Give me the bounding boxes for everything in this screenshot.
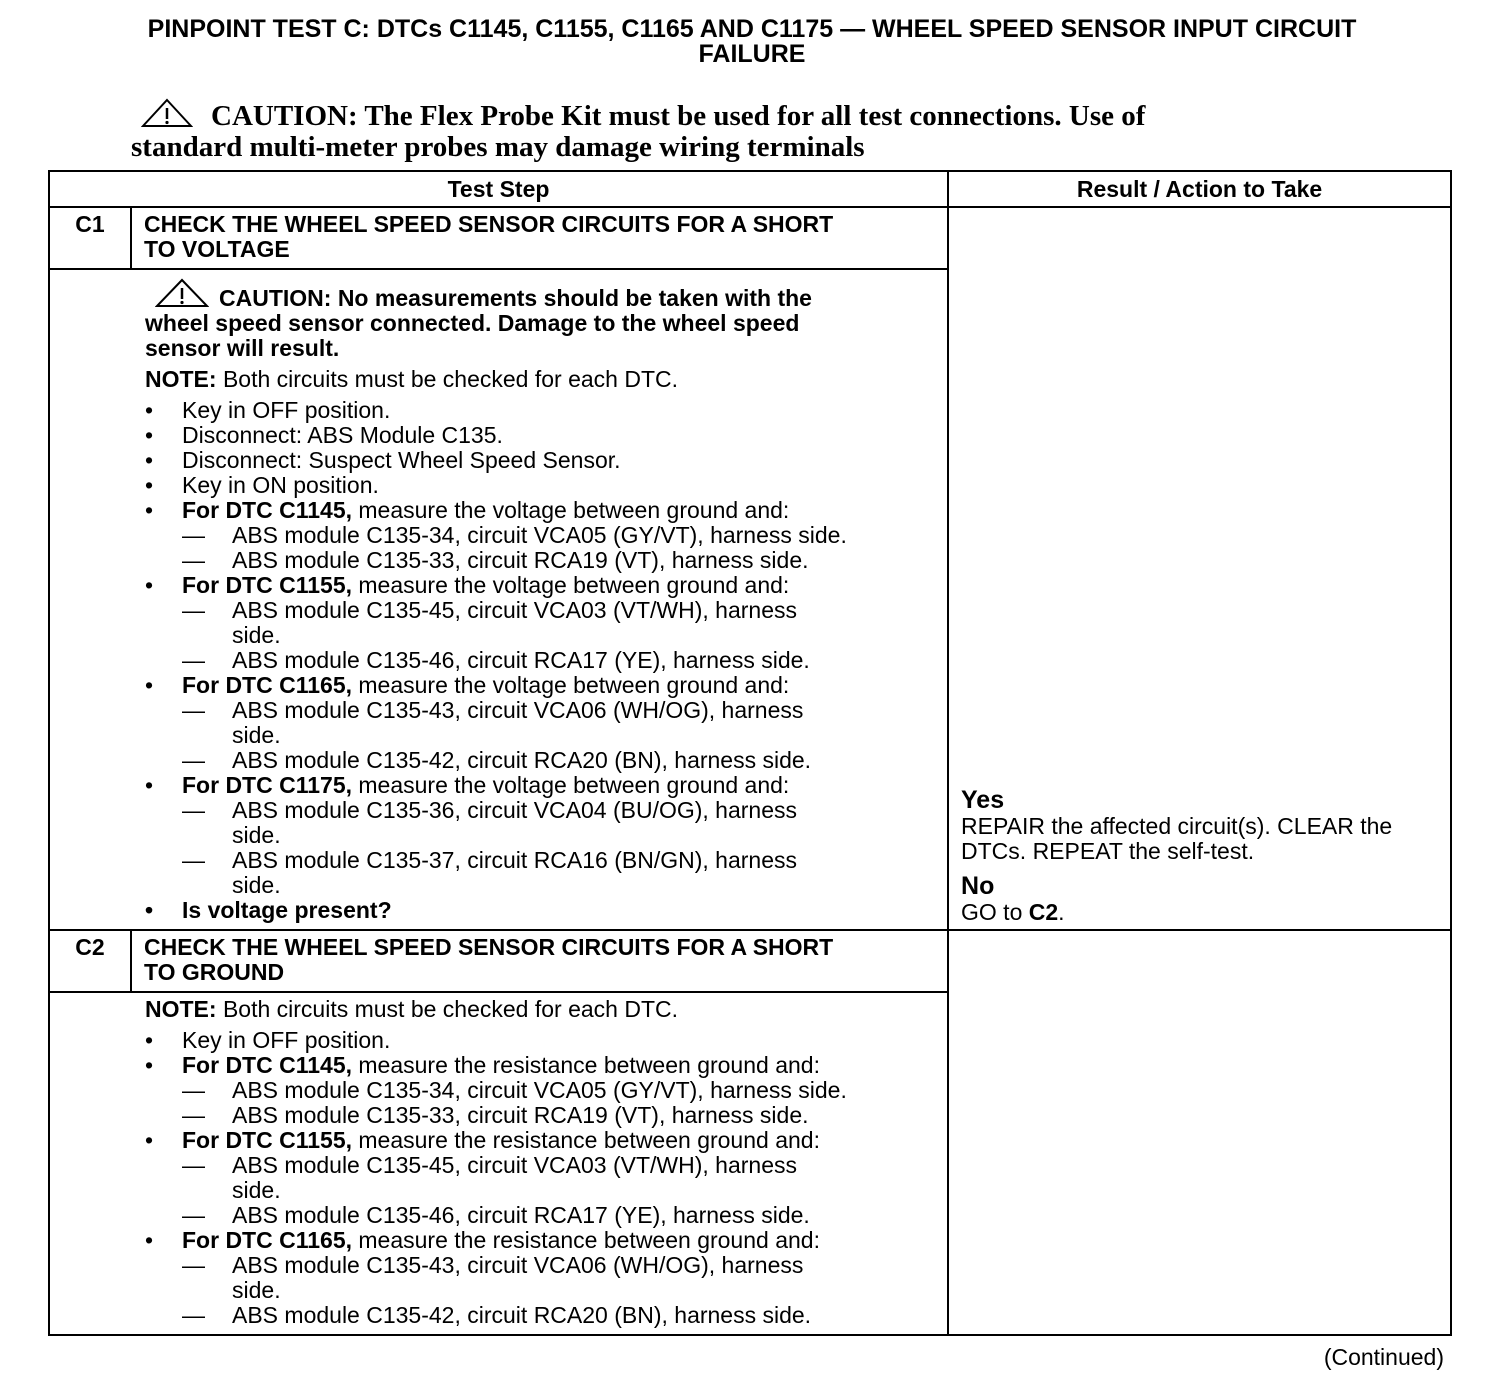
- dtc-text: measure the voltage between ground and:: [352, 572, 790, 598]
- dtc-label: For DTC C1155,: [182, 572, 352, 598]
- c2-step-name: [131, 930, 948, 992]
- c2-note-label: NOTE:: [145, 996, 217, 1022]
- sub-item-text: ABS module C135-45, circuit VCA03 (VT/WH), harness: [232, 597, 797, 623]
- dash: —: [182, 1252, 205, 1278]
- dtc-text: measure the voltage between ground and:: [352, 672, 790, 698]
- c1-name-line-1: CHECK THE WHEEL SPEED SENSOR CIRCUITS FOR A SHORT: [144, 211, 834, 237]
- list-item: • Key in OFF position.: [145, 1028, 927, 1053]
- c2-step-list-3: [145, 1228, 927, 1253]
- sub-item-text: ABS module C135-34, circuit VCA05 (GY/VT), harness side.: [232, 1077, 847, 1103]
- sub-item: [145, 1203, 927, 1228]
- sub-item: [145, 798, 927, 848]
- sub-item: [145, 598, 927, 648]
- c1-step-list-5: [145, 898, 927, 923]
- c1-note: [145, 367, 927, 392]
- c1-no-text: [961, 900, 1442, 925]
- dash: —: [182, 847, 205, 873]
- sub-item: [145, 698, 927, 748]
- c2-note-text: Both circuits must be checked for each DTC.: [216, 996, 679, 1022]
- dtc-label: For DTC C1145,: [182, 497, 352, 523]
- sub-item-text: ABS module C135-36, circuit VCA04 (BU/OG), harness: [232, 797, 798, 823]
- c1-step-list-4: [145, 773, 927, 798]
- sub-item-text: ABS module C135-42, circuit RCA20 (BN), harness side.: [232, 747, 812, 773]
- dash: —: [182, 797, 205, 823]
- page-title: [40, 17, 1464, 67]
- c1-result-cell: [948, 207, 1451, 930]
- dash: —: [182, 1077, 205, 1103]
- list-item: [145, 498, 927, 523]
- c1-step-list: [145, 398, 927, 523]
- dtc-label: For DTC C1165,: [182, 1227, 352, 1253]
- dtc-label: For DTC C1175,: [182, 772, 352, 798]
- list-item: [145, 573, 927, 598]
- sub-item: [145, 848, 927, 898]
- dash: —: [182, 697, 205, 723]
- c1-go-to-c2-link[interactable]: C2: [1028, 899, 1059, 925]
- table-header-row: [49, 171, 1451, 207]
- sub-item-text: side.: [232, 872, 281, 898]
- dash: —: [182, 747, 205, 773]
- c1-yes-line-2: DTCs. REPEAT the self-test.: [961, 838, 1255, 864]
- flex-probe-caution: [131, 98, 1331, 163]
- c1-step-body: [49, 269, 948, 930]
- sub-item-text: ABS module C135-46, circuit RCA17 (YE), harness side.: [232, 1202, 810, 1228]
- c2-result-cell: [948, 930, 1451, 1335]
- dtc-label: For DTC C1155,: [182, 1127, 352, 1153]
- dash: —: [182, 547, 205, 573]
- c1-name-line-2: TO VOLTAGE: [144, 236, 290, 262]
- sub-item-text: side.: [232, 1177, 281, 1203]
- sub-item-text: ABS module C135-37, circuit RCA16 (BN/GN), harness: [232, 847, 797, 873]
- sub-item: [145, 1303, 927, 1328]
- sub-item-text: ABS module C135-43, circuit VCA06 (WH/OG), harness: [232, 697, 804, 723]
- c1-caution-line-1: CAUTION: No measurements should be taken with the: [219, 285, 812, 311]
- sub-item-text: side.: [232, 622, 281, 648]
- result-header: Result / Action to Take: [948, 171, 1451, 207]
- caution-main-line-2: standard multi-meter probes may damage wiring terminals: [131, 131, 865, 163]
- c2-step-id: C2: [49, 930, 131, 992]
- sub-item: [145, 1253, 927, 1303]
- sub-item-text: ABS module C135-43, circuit VCA06 (WH/OG), harness: [232, 1252, 804, 1278]
- dtc-label: For DTC C1145,: [182, 1052, 352, 1078]
- dtc-text: measure the resistance between ground and:: [352, 1052, 820, 1078]
- sub-item: [145, 523, 927, 548]
- c1-yes-line-1: REPAIR the affected circuit(s). CLEAR the: [961, 813, 1393, 839]
- title-line-1: PINPOINT TEST C: DTCs C1145, C1155, C1165 AND C1175 — WHEEL SPEED SENSOR INPUT CIRCUIT: [147, 15, 1357, 43]
- sub-item-text: ABS module C135-46, circuit RCA17 (YE), harness side.: [232, 647, 810, 673]
- list-item: [145, 673, 927, 698]
- sub-item: [145, 1103, 927, 1128]
- c2-name-line-2: TO GROUND: [144, 959, 285, 985]
- dash: —: [182, 1302, 205, 1328]
- c1-step-list-3: [145, 673, 927, 698]
- c1-question: • Is voltage present?: [145, 898, 927, 923]
- list-item: • Disconnect: Suspect Wheel Speed Sensor.: [145, 448, 927, 473]
- sub-item: [145, 1153, 927, 1203]
- list-item: [145, 1053, 927, 1078]
- c1-no-prefix: GO to: [961, 899, 1029, 925]
- c1-step-list-2: [145, 573, 927, 598]
- sub-item-text: ABS module C135-33, circuit RCA19 (VT), harness side.: [232, 1102, 809, 1128]
- pinpoint-test-table: [48, 170, 1452, 1336]
- dash: —: [182, 1102, 205, 1128]
- c1-caution: [145, 278, 927, 361]
- c1-caution-line-3: sensor will result.: [145, 335, 340, 361]
- sub-item-text: side.: [232, 1277, 281, 1303]
- sub-item-text: side.: [232, 722, 281, 748]
- c1-yes-text: [961, 814, 1442, 864]
- c2-step-list-2: [145, 1128, 927, 1153]
- c1-note-text: Both circuits must be checked for each DTC.: [216, 366, 679, 392]
- list-item: • Key in ON position.: [145, 473, 927, 498]
- list-item: • Key in OFF position.: [145, 398, 927, 423]
- dash: —: [182, 522, 205, 548]
- dash: —: [182, 1202, 205, 1228]
- dash: —: [182, 597, 205, 623]
- sub-item: [145, 748, 927, 773]
- caution-triangle-icon: [155, 278, 209, 308]
- list-item: [145, 773, 927, 798]
- c1-caution-line-2: wheel speed sensor connected. Damage to the wheel speed: [145, 310, 800, 336]
- caution-triangle-icon: [141, 98, 193, 128]
- list-item: [145, 1228, 927, 1253]
- c1-yes-label: Yes: [961, 786, 1005, 814]
- c1-no-end: .: [1058, 899, 1065, 925]
- c1-step-id: C1: [49, 207, 131, 269]
- caution-main-line-1: CAUTION: The Flex Probe Kit must be used for all test connections. Use of: [211, 100, 1146, 132]
- sub-item: [145, 1078, 927, 1103]
- dtc-text: measure the resistance between ground and:: [352, 1127, 820, 1153]
- dtc-label: For DTC C1165,: [182, 672, 352, 698]
- dtc-text: measure the voltage between ground and:: [352, 772, 790, 798]
- dash: —: [182, 1152, 205, 1178]
- c2-note: [145, 997, 927, 1022]
- list-item: • Disconnect: ABS Module C135.: [145, 423, 927, 448]
- list-item: [145, 1128, 927, 1153]
- test-step-header: Test Step: [49, 171, 948, 207]
- sub-item-text: side.: [232, 822, 281, 848]
- sub-item-text: ABS module C135-45, circuit VCA03 (VT/WH), harness: [232, 1152, 797, 1178]
- sub-item: [145, 548, 927, 573]
- c2-step-body: [49, 992, 948, 1335]
- dash: —: [182, 647, 205, 673]
- c2-name-line-1: CHECK THE WHEEL SPEED SENSOR CIRCUITS FOR A SHORT: [144, 934, 834, 960]
- sub-item: [145, 648, 927, 673]
- c2-title-row: [49, 930, 1451, 992]
- continued-label: (Continued): [1323, 1344, 1444, 1370]
- sub-item-text: ABS module C135-34, circuit VCA05 (GY/VT), harness side.: [232, 522, 847, 548]
- c1-step-name: [131, 207, 948, 269]
- c2-step-list: [145, 1028, 927, 1078]
- sub-item-text: ABS module C135-33, circuit RCA19 (VT), harness side.: [232, 547, 809, 573]
- title-line-2: FAILURE: [698, 40, 806, 68]
- dtc-text: measure the resistance between ground and:: [352, 1227, 820, 1253]
- c1-note-label: NOTE:: [145, 366, 217, 392]
- dtc-text: measure the voltage between ground and:: [352, 497, 790, 523]
- sub-item-text: ABS module C135-42, circuit RCA20 (BN), harness side.: [232, 1302, 812, 1328]
- c1-title-row: [49, 207, 1451, 269]
- c1-no-label: No: [961, 872, 995, 900]
